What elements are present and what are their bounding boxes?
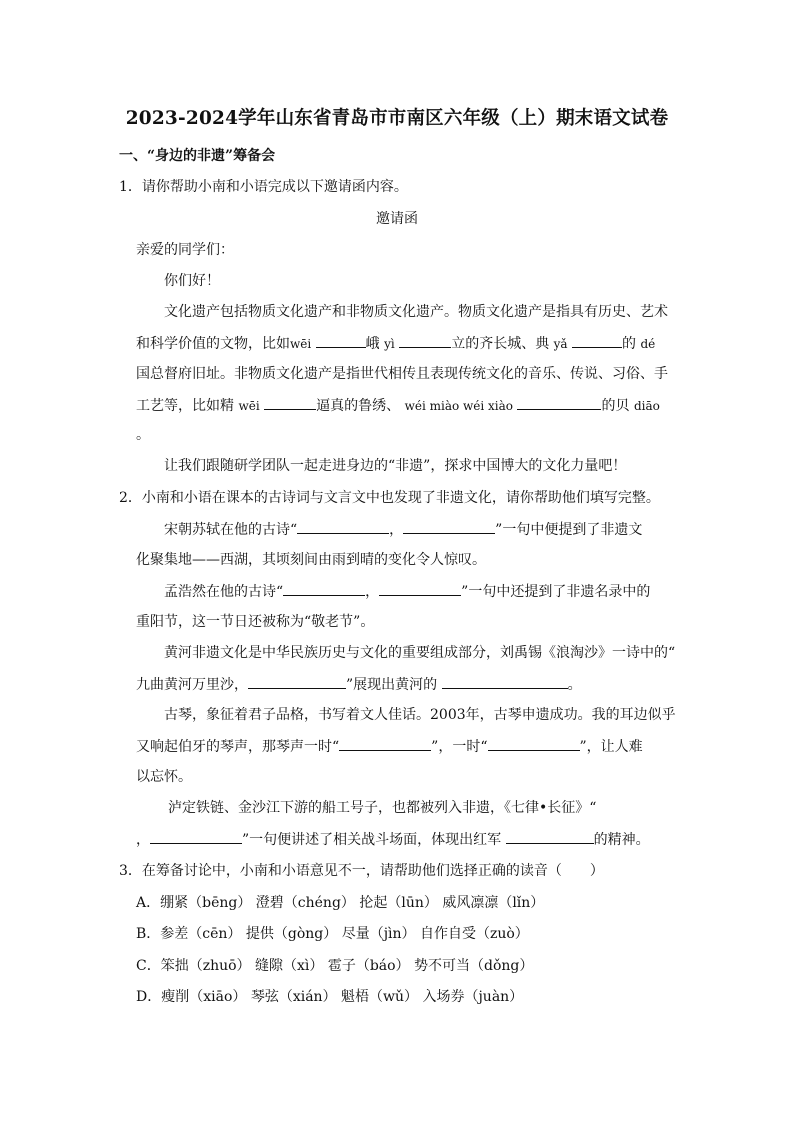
text-span: ”一句便讲述了相关战斗场面，体现出红军 [242, 832, 502, 848]
fill-blank[interactable] [403, 519, 495, 534]
fill-blank[interactable] [517, 395, 601, 410]
pinyin-prompt: wēi [290, 337, 312, 351]
question-2-line: 以忘怀。 [136, 769, 192, 785]
text-span: 九曲黄河万里沙， [136, 677, 248, 693]
fill-blank[interactable] [316, 333, 366, 348]
question-2-prompt: 2．小南和小语在课本的古诗词与文言文中也发现了非遗文化，请你帮助他们填写完整。 [119, 490, 660, 506]
pinyin-prompt: wéi miào wéi xiào [404, 399, 514, 413]
letter-paragraph-line [136, 333, 655, 354]
text-span: 宋朝苏轼在他的古诗“ [164, 522, 298, 538]
text-span: ”，一时“ [431, 739, 488, 755]
pinyin-prompt: diāo [633, 399, 660, 413]
letter-paragraph-line: 文化遗产包括物质文化遗产和非物质文化遗产。物质文化遗产是指具有历史、艺术 [164, 304, 668, 320]
fill-blank[interactable] [264, 395, 316, 410]
text-span: ， [389, 522, 404, 538]
fill-blank[interactable] [248, 674, 346, 689]
text-span: 孟浩然在他的古诗“ [164, 584, 284, 600]
fill-blank[interactable] [572, 333, 622, 348]
pinyin-prompt: wēi [238, 399, 260, 413]
text-span: 的贝 [601, 398, 630, 414]
option-b[interactable]: B．参差（cēn） 提供（gòng） 尽量（jìn） 自作自受（zuò） [136, 926, 529, 942]
text-span: ”一句中便提到了非遗文 [495, 522, 643, 538]
question-2-line [136, 829, 650, 850]
text-span: 的 [622, 336, 637, 352]
question-2-line [164, 519, 642, 540]
question-2-line [136, 674, 582, 695]
question-2-line: 化聚集地——西湖，其顷刻间由雨到晴的变化令人惊叹。 [136, 552, 486, 568]
fill-blank[interactable] [488, 736, 580, 751]
text-span: 和科学价值的文物，比如 [136, 336, 290, 352]
question-2-line: 古琴，象征着君子品格，书写着文人佳话。2003年，古琴申遗成功。我的耳边似乎 [164, 707, 676, 723]
pinyin-prompt: yǎ [553, 337, 568, 351]
letter-salutation: 亲爱的同学们： [136, 242, 234, 258]
text-span: 。 [567, 677, 582, 693]
text-span: ”展现出黄河的 [346, 677, 438, 693]
page-title: 2023-2024学年山东省青岛市市南区六年级（上）期末语文试卷 [125, 108, 669, 129]
pinyin-prompt: yì [384, 337, 395, 351]
letter-paragraph-line: 。 [136, 427, 150, 443]
text-span: 立的齐长城、典 [451, 336, 550, 352]
fill-blank[interactable] [150, 829, 242, 844]
question-2-line: 黄河非遗文化是中华民族历史与文化的重要组成部分，刘禹锡《浪淘沙》一诗中的“ [164, 645, 676, 661]
fill-blank[interactable] [506, 829, 594, 844]
text-span: ”，让人难 [579, 739, 643, 755]
text-span: 工艺等，比如精 [136, 398, 234, 414]
pinyin-prompt: dé [640, 337, 656, 351]
option-c[interactable]: C．笨拙（zhuō） 缝隙（xì） 雹子（báo） 势不可当（dǒng） [136, 958, 534, 974]
option-d[interactable]: D．瘦削（xiāo） 琴弦（xián） 魁梧（wǔ） 入场券（juàn） [136, 989, 524, 1005]
text-span: ， [365, 584, 380, 600]
fill-blank[interactable] [399, 333, 451, 348]
text-span: 又响起伯牙的琴声，那琴声一时“ [136, 739, 340, 755]
question-2-line [136, 736, 643, 757]
question-2-line: 重阳节，这一节日还被称为“敬老节”。 [136, 614, 375, 630]
text-span: 的精神。 [593, 832, 650, 848]
fill-blank[interactable] [339, 736, 431, 751]
fill-blank[interactable] [442, 674, 568, 689]
text-span: ， [136, 832, 150, 848]
question-2-line [164, 581, 650, 602]
text-span: 峨 [365, 336, 380, 352]
fill-blank[interactable] [379, 581, 461, 596]
question-1-prompt: 1．请你帮助小南和小语完成以下邀请函内容。 [119, 179, 408, 195]
letter-greeting: 你们好！ [164, 273, 220, 289]
fill-blank[interactable] [297, 519, 389, 534]
letter-title: 邀请函 [376, 211, 418, 227]
letter-paragraph-line [136, 395, 660, 416]
letter-paragraph-line: 国总督府旧址。非物质文化遗产是指世代相传且表现传统文化的音乐、传说、习俗、手 [136, 366, 668, 382]
text-span: 逼真的鲁绣、 [316, 398, 401, 414]
text-span: ”一句中还提到了非遗名录中的 [461, 584, 651, 600]
option-a[interactable]: A．绷紧（bēng） 澄碧（chéng） 抡起（lūn） 威风凛凛（lǐn） [136, 895, 545, 911]
fill-blank[interactable] [283, 581, 365, 596]
section-heading: 一、“身边的非遗”筹备会 [119, 148, 276, 164]
question-3-prompt: 3．在筹备讨论中，小南和小语意见不一，请帮助他们选择正确的读音（ ） [119, 863, 604, 879]
question-2-line: 泸定铁链、金沙江下游的船工号子，也都被列入非遗，《七律•长征》“ [168, 800, 597, 816]
letter-closing: 让我们跟随研学团队一起走进身边的“非遗”，探求中国博大的文化力量吧！ [164, 458, 627, 474]
